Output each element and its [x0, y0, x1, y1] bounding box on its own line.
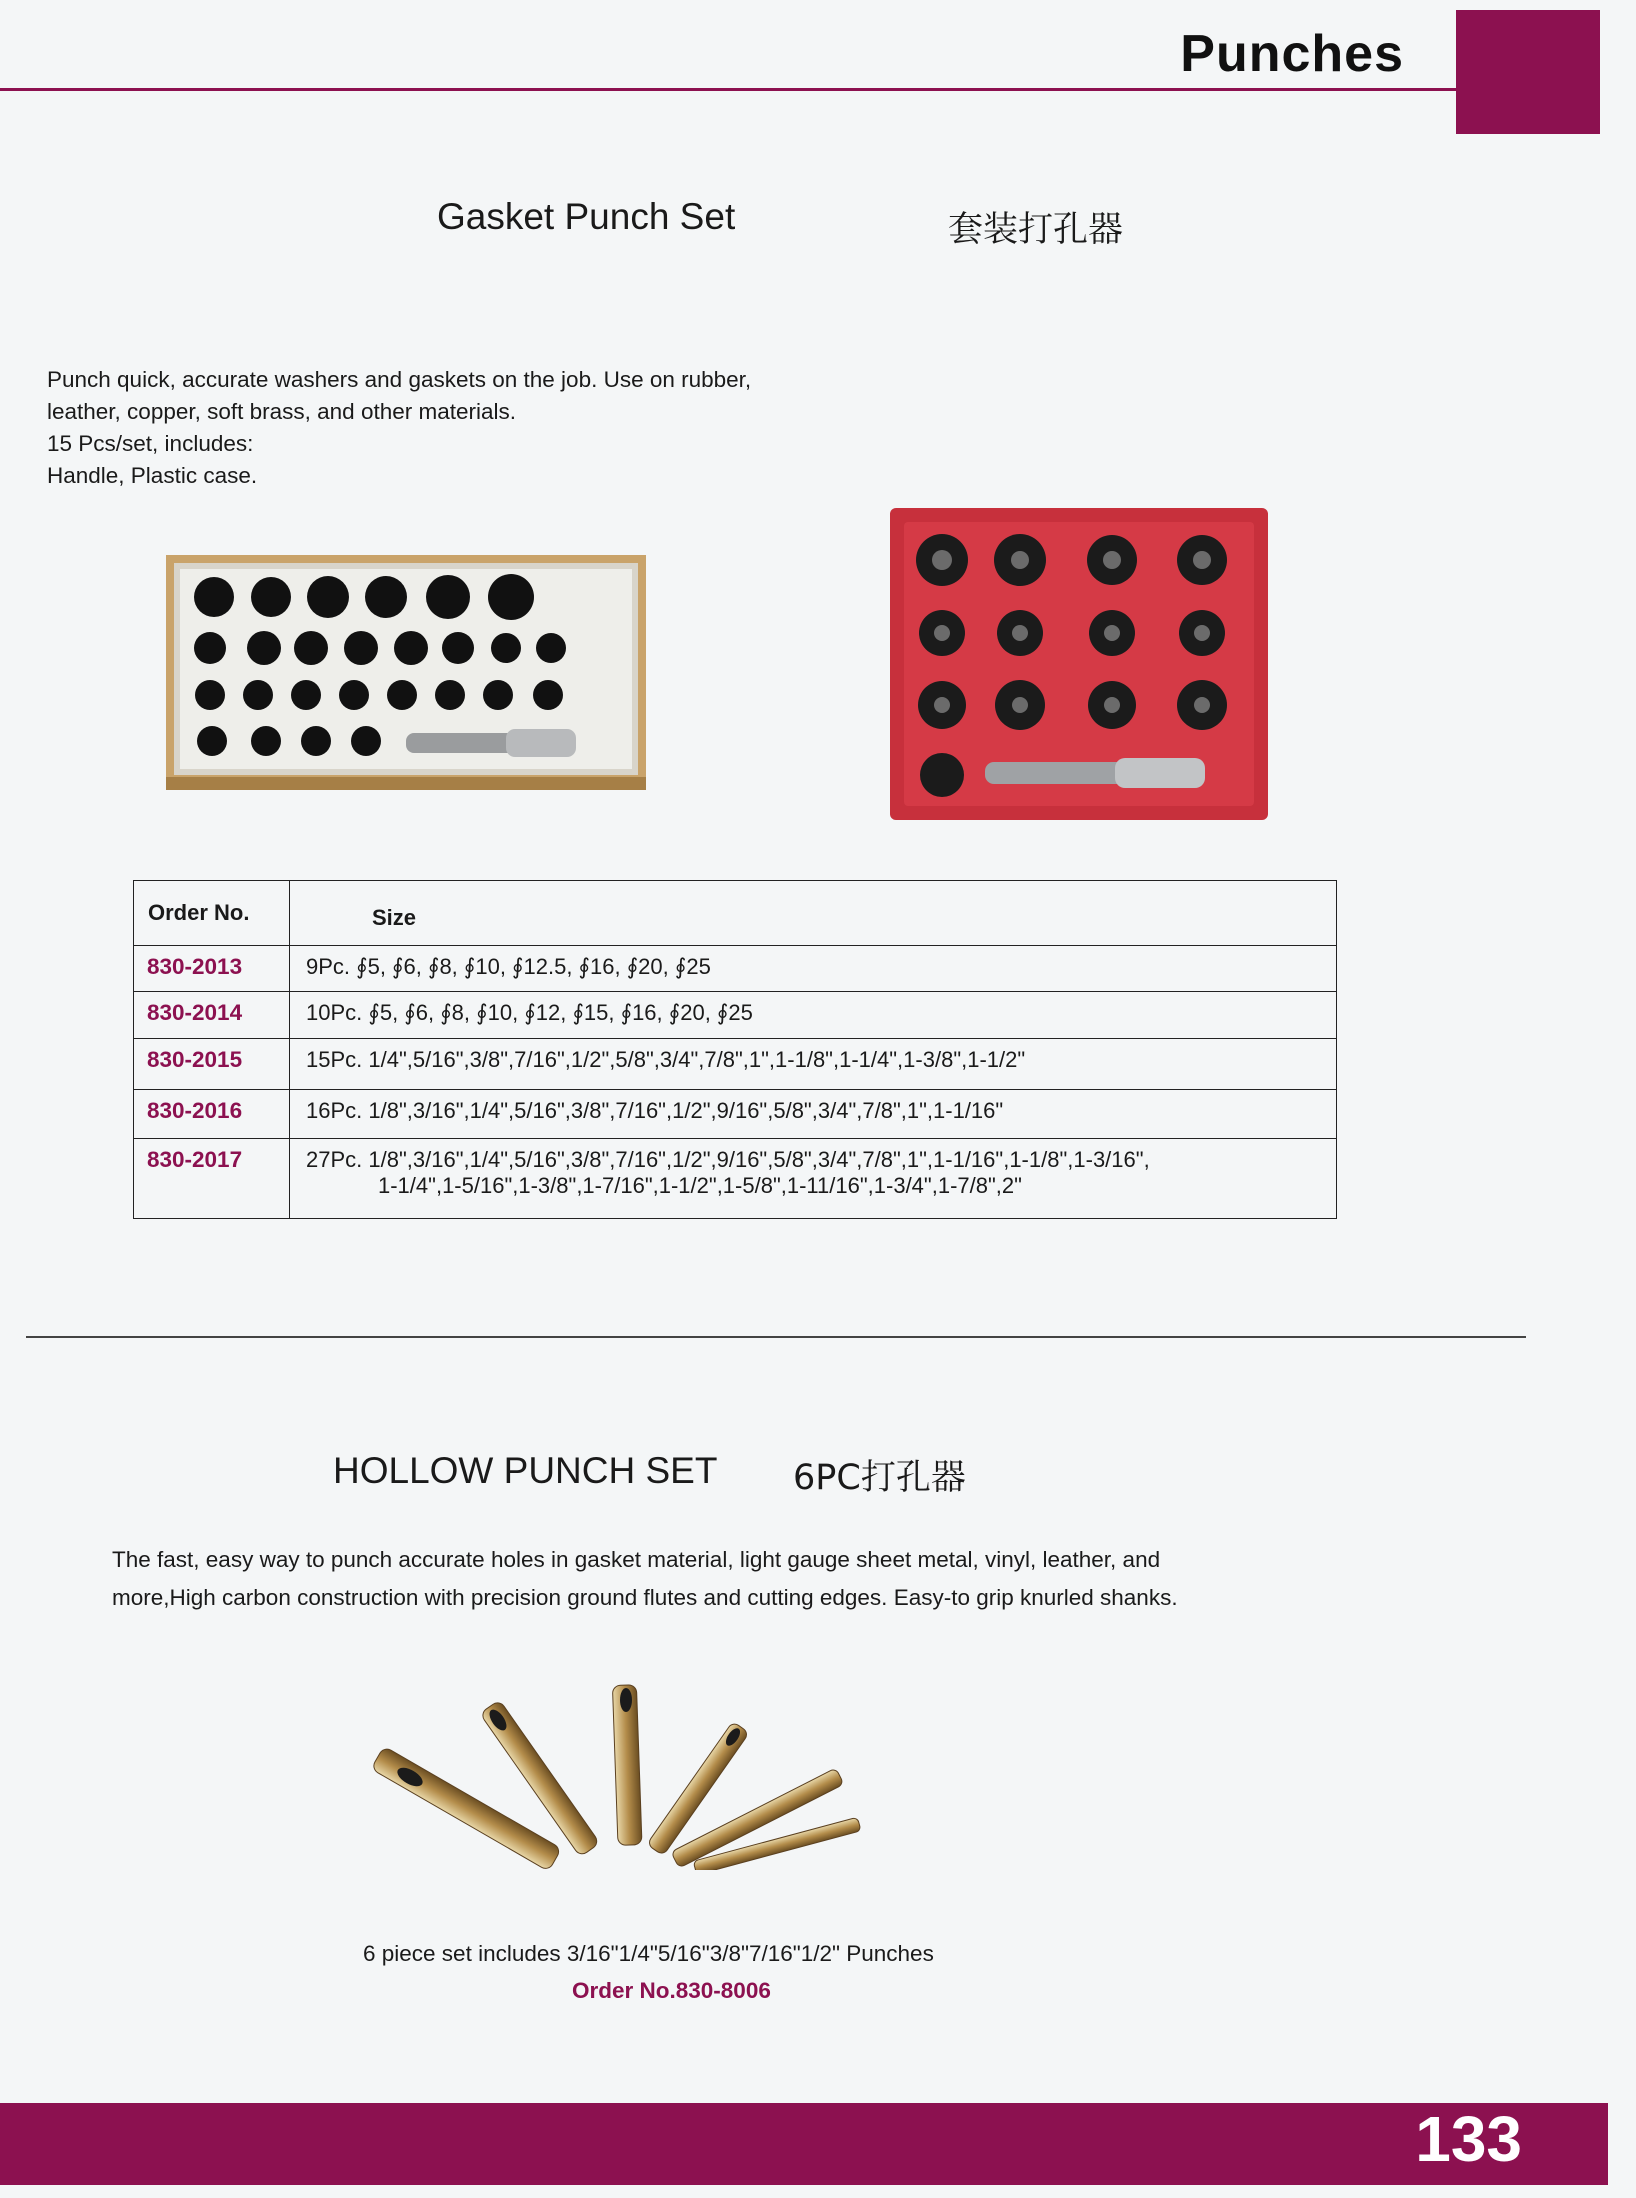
hollow-section-title-cn: 6PC打孔器 [793, 1458, 966, 1498]
size-list [290, 1139, 1337, 1219]
page-number: 133 [1415, 2103, 1522, 2175]
size-list-line: 27Pc. 1/8",3/16",1/4",5/16",3/8",7/16",1/2",9/16",5/8",3/4",7/8",1",1-1/16",1-1/8",1-3/16", [306, 1147, 1150, 1172]
gasket-description-line: Handle, Plastic case. [47, 463, 258, 488]
header-size: Size [290, 881, 1337, 946]
gasket-description-line: 15 Pcs/set, includes: [47, 431, 254, 456]
size-list: 9Pc. ∮5, ∮6, ∮8, ∮10, ∮12.5, ∮16, ∮20, ∮25 [290, 946, 1337, 992]
gasket-section-title: Gasket Punch Set [437, 196, 736, 237]
header-rule [0, 88, 1456, 91]
table-row [134, 992, 1337, 1039]
table-row [134, 946, 1337, 992]
section-divider [26, 1336, 1526, 1338]
order-number: 830-2013 [134, 946, 290, 992]
size-list-line: 1-1/4",1-5/16",1-3/8",1-7/16",1-1/2",1-5/8",1-11/16",1-3/4",1-7/8",2" [378, 1173, 1022, 1198]
size-list: 16Pc. 1/8",3/16",1/4",5/16",3/8",7/16",1/2",9/16",5/8",3/4",7/8",1",1-1/16" [290, 1090, 1337, 1139]
hollow-includes-note: 6 piece set includes 3/16"1/4"5/16"3/8"7/16"1/2" Punches [363, 1941, 934, 1966]
gasket-description [47, 364, 907, 492]
order-number: 830-2015 [134, 1039, 290, 1090]
gasket-description-line: Punch quick, accurate washers and gaskets on the job. Use on rubber, [47, 367, 752, 392]
red-case-punch-set-image [890, 508, 1268, 820]
order-number: 830-2014 [134, 992, 290, 1039]
hollow-description [112, 1541, 1412, 1617]
table-row [134, 1139, 1337, 1219]
order-number: 830-2017 [134, 1139, 290, 1219]
table-row [134, 1039, 1337, 1090]
gasket-description-line: leather, copper, soft brass, and other materials. [47, 399, 517, 424]
table-row [134, 1090, 1337, 1139]
size-list: 10Pc. ∮5, ∮6, ∮8, ∮10, ∮12, ∮15, ∮16, ∮20, ∮25 [290, 992, 1337, 1039]
header-order-no: Order No. [134, 881, 290, 946]
header-color-block [1456, 10, 1600, 134]
hollow-description-line: more,High carbon construction with precision ground flutes and cutting edges. Easy-to grip knurled shanks. [112, 1585, 1178, 1610]
order-number: 830-2016 [134, 1090, 290, 1139]
hollow-description-line: The fast, easy way to punch accurate holes in gasket material, light gauge sheet metal, vinyl, leather, and [112, 1547, 1161, 1572]
gasket-section-title-cn: 套装打孔器 [948, 210, 1124, 250]
hollow-order-number: Order No.830-8006 [572, 1978, 771, 2003]
hollow-section-title: HOLLOW PUNCH SET [333, 1450, 718, 1491]
hollow-punches-image [355, 1665, 915, 1870]
table-header-row [134, 881, 1337, 946]
page-title: Punches [1180, 25, 1404, 83]
footer-bar [0, 2103, 1608, 2185]
size-list: 15Pc. 1/4",5/16",3/8",7/16",1/2",5/8",3/4",7/8",1",1-1/8",1-1/4",1-3/8",1-1/2" [290, 1039, 1337, 1090]
order-table [133, 880, 1337, 1219]
wooden-case-punch-set-image [166, 555, 646, 790]
